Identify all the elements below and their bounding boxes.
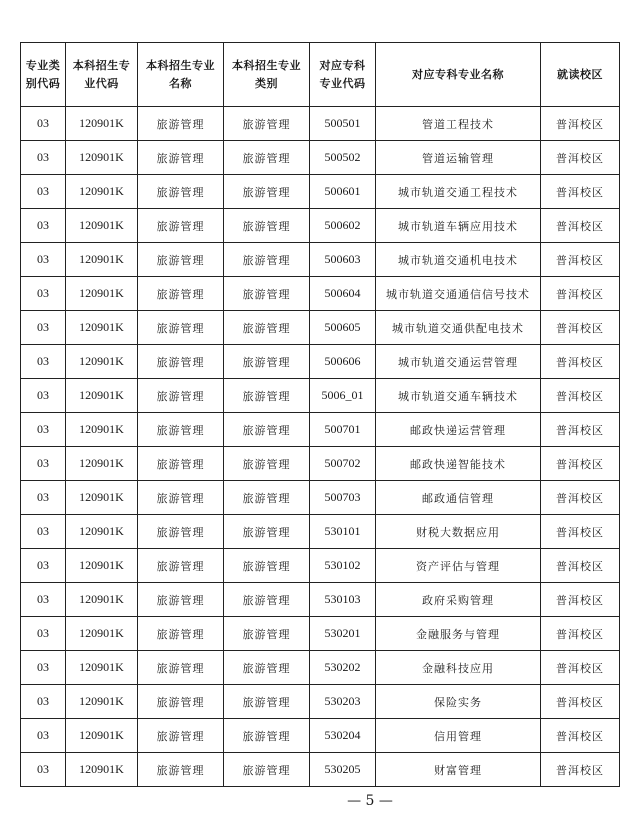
college-code-cell: 530201 <box>310 617 376 651</box>
college-code-cell: 500602 <box>310 209 376 243</box>
undergrad-category-cell: 旅游管理 <box>224 413 310 447</box>
category-code-cell: 03 <box>21 481 66 515</box>
college-name-cell: 城市轨道交通机电技术 <box>376 243 541 277</box>
undergrad-name-cell: 旅游管理 <box>138 209 224 243</box>
campus-cell: 普洱校区 <box>541 243 620 277</box>
category-code-cell: 03 <box>21 175 66 209</box>
campus-cell: 普洱校区 <box>541 141 620 175</box>
undergrad-name-cell: 旅游管理 <box>138 277 224 311</box>
undergrad-category-cell: 旅游管理 <box>224 617 310 651</box>
table-row <box>21 447 620 481</box>
category-code-cell: 03 <box>21 685 66 719</box>
table-row <box>21 685 620 719</box>
table-row <box>21 209 620 243</box>
undergrad-category-cell: 旅游管理 <box>224 753 310 787</box>
undergrad-name-cell: 旅游管理 <box>138 617 224 651</box>
undergrad-code-cell: 120901K <box>66 753 138 787</box>
undergrad-code-cell: 120901K <box>66 481 138 515</box>
campus-cell: 普洱校区 <box>541 481 620 515</box>
undergrad-category-cell: 旅游管理 <box>224 277 310 311</box>
undergrad-name-cell: 旅游管理 <box>138 719 224 753</box>
undergrad-code-cell: 120901K <box>66 651 138 685</box>
category-code-cell: 03 <box>21 617 66 651</box>
undergrad-code-cell: 120901K <box>66 311 138 345</box>
header-undergrad-name: 本科招生专业名称 <box>138 43 224 107</box>
table-row <box>21 311 620 345</box>
undergrad-code-cell: 120901K <box>66 243 138 277</box>
table-header-row <box>21 43 620 107</box>
undergrad-name-cell: 旅游管理 <box>138 481 224 515</box>
college-name-cell: 金融科技应用 <box>376 651 541 685</box>
table-row <box>21 583 620 617</box>
college-name-cell: 城市轨道交通供配电技术 <box>376 311 541 345</box>
category-code-cell: 03 <box>21 311 66 345</box>
college-code-cell: 500603 <box>310 243 376 277</box>
undergrad-category-cell: 旅游管理 <box>224 379 310 413</box>
college-name-cell: 邮政通信管理 <box>376 481 541 515</box>
undergrad-category-cell: 旅游管理 <box>224 345 310 379</box>
undergrad-category-cell: 旅游管理 <box>224 311 310 345</box>
college-code-cell: 530205 <box>310 753 376 787</box>
undergrad-category-cell: 旅游管理 <box>224 651 310 685</box>
college-name-cell: 城市轨道交通通信信号技术 <box>376 277 541 311</box>
college-name-cell: 邮政快递运营管理 <box>376 413 541 447</box>
college-name-cell: 管道运输管理 <box>376 141 541 175</box>
campus-cell: 普洱校区 <box>541 345 620 379</box>
college-name-cell: 财税大数据应用 <box>376 515 541 549</box>
college-code-cell: 530202 <box>310 651 376 685</box>
table-row <box>21 345 620 379</box>
undergrad-category-cell: 旅游管理 <box>224 481 310 515</box>
table-row <box>21 175 620 209</box>
college-code-cell: 500502 <box>310 141 376 175</box>
campus-cell: 普洱校区 <box>541 719 620 753</box>
undergrad-category-cell: 旅游管理 <box>224 549 310 583</box>
campus-cell: 普洱校区 <box>541 685 620 719</box>
table-row <box>21 651 620 685</box>
college-code-cell: 500702 <box>310 447 376 481</box>
table-row <box>21 549 620 583</box>
undergrad-category-cell: 旅游管理 <box>224 515 310 549</box>
campus-cell: 普洱校区 <box>541 447 620 481</box>
undergrad-name-cell: 旅游管理 <box>138 243 224 277</box>
college-code-cell: 500601 <box>310 175 376 209</box>
campus-cell: 普洱校区 <box>541 515 620 549</box>
category-code-cell: 03 <box>21 719 66 753</box>
undergrad-name-cell: 旅游管理 <box>138 753 224 787</box>
header-college-name: 对应专科专业名称 <box>376 43 541 107</box>
campus-cell: 普洱校区 <box>541 651 620 685</box>
college-name-cell: 城市轨道交通车辆技术 <box>376 379 541 413</box>
undergrad-code-cell: 120901K <box>66 617 138 651</box>
college-code-cell: 500501 <box>310 107 376 141</box>
table-row <box>21 617 620 651</box>
category-code-cell: 03 <box>21 345 66 379</box>
table-body <box>21 107 620 787</box>
undergrad-code-cell: 120901K <box>66 719 138 753</box>
undergrad-name-cell: 旅游管理 <box>138 345 224 379</box>
table-row <box>21 277 620 311</box>
college-code-cell: 500605 <box>310 311 376 345</box>
category-code-cell: 03 <box>21 447 66 481</box>
table-row <box>21 481 620 515</box>
header-campus: 就读校区 <box>541 43 620 107</box>
campus-cell: 普洱校区 <box>541 583 620 617</box>
undergrad-code-cell: 120901K <box>66 413 138 447</box>
undergrad-name-cell: 旅游管理 <box>138 651 224 685</box>
undergrad-category-cell: 旅游管理 <box>224 719 310 753</box>
table-row <box>21 753 620 787</box>
category-code-cell: 03 <box>21 549 66 583</box>
category-code-cell: 03 <box>21 107 66 141</box>
undergrad-category-cell: 旅游管理 <box>224 583 310 617</box>
undergrad-name-cell: 旅游管理 <box>138 175 224 209</box>
undergrad-name-cell: 旅游管理 <box>138 379 224 413</box>
undergrad-name-cell: 旅游管理 <box>138 583 224 617</box>
undergrad-name-cell: 旅游管理 <box>138 311 224 345</box>
campus-cell: 普洱校区 <box>541 549 620 583</box>
campus-cell: 普洱校区 <box>541 209 620 243</box>
undergrad-code-cell: 120901K <box>66 379 138 413</box>
college-name-cell: 财富管理 <box>376 753 541 787</box>
college-code-cell: 5006_01 <box>310 379 376 413</box>
undergrad-code-cell: 120901K <box>66 447 138 481</box>
college-code-cell: 500701 <box>310 413 376 447</box>
category-code-cell: 03 <box>21 209 66 243</box>
undergrad-code-cell: 120901K <box>66 175 138 209</box>
undergrad-code-cell: 120901K <box>66 583 138 617</box>
header-undergrad-category: 本科招生专业类别 <box>224 43 310 107</box>
college-name-cell: 资产评估与管理 <box>376 549 541 583</box>
table-row <box>21 141 620 175</box>
major-table <box>20 42 620 787</box>
table-row <box>21 413 620 447</box>
category-code-cell: 03 <box>21 651 66 685</box>
undergrad-name-cell: 旅游管理 <box>138 141 224 175</box>
campus-cell: 普洱校区 <box>541 311 620 345</box>
campus-cell: 普洱校区 <box>541 175 620 209</box>
college-name-cell: 保险实务 <box>376 685 541 719</box>
table-row <box>21 243 620 277</box>
undergrad-category-cell: 旅游管理 <box>224 447 310 481</box>
undergrad-name-cell: 旅游管理 <box>138 549 224 583</box>
undergrad-name-cell: 旅游管理 <box>138 413 224 447</box>
college-code-cell: 500604 <box>310 277 376 311</box>
header-college-code: 对应专科专业代码 <box>310 43 376 107</box>
table-row <box>21 379 620 413</box>
campus-cell: 普洱校区 <box>541 107 620 141</box>
undergrad-name-cell: 旅游管理 <box>138 107 224 141</box>
undergrad-code-cell: 120901K <box>66 141 138 175</box>
undergrad-code-cell: 120901K <box>66 515 138 549</box>
college-code-cell: 530204 <box>310 719 376 753</box>
undergrad-code-cell: 120901K <box>66 277 138 311</box>
category-code-cell: 03 <box>21 583 66 617</box>
category-code-cell: 03 <box>21 515 66 549</box>
undergrad-code-cell: 120901K <box>66 107 138 141</box>
undergrad-category-cell: 旅游管理 <box>224 209 310 243</box>
college-name-cell: 邮政快递智能技术 <box>376 447 541 481</box>
college-code-cell: 500606 <box>310 345 376 379</box>
undergrad-category-cell: 旅游管理 <box>224 175 310 209</box>
college-code-cell: 530101 <box>310 515 376 549</box>
campus-cell: 普洱校区 <box>541 413 620 447</box>
table-row <box>21 107 620 141</box>
table-row <box>21 515 620 549</box>
category-code-cell: 03 <box>21 141 66 175</box>
undergrad-category-cell: 旅游管理 <box>224 243 310 277</box>
campus-cell: 普洱校区 <box>541 277 620 311</box>
table-row <box>21 719 620 753</box>
category-code-cell: 03 <box>21 243 66 277</box>
college-code-cell: 530102 <box>310 549 376 583</box>
undergrad-category-cell: 旅游管理 <box>224 685 310 719</box>
undergrad-name-cell: 旅游管理 <box>138 685 224 719</box>
college-name-cell: 城市轨道交通运营管理 <box>376 345 541 379</box>
undergrad-name-cell: 旅游管理 <box>138 447 224 481</box>
header-undergrad-code: 本科招生专业代码 <box>66 43 138 107</box>
undergrad-category-cell: 旅游管理 <box>224 141 310 175</box>
undergrad-name-cell: 旅游管理 <box>138 515 224 549</box>
undergrad-category-cell: 旅游管理 <box>224 107 310 141</box>
undergrad-code-cell: 120901K <box>66 549 138 583</box>
undergrad-code-cell: 120901K <box>66 685 138 719</box>
header-category-code: 专业类别代码 <box>21 43 66 107</box>
college-code-cell: 500703 <box>310 481 376 515</box>
college-code-cell: 530203 <box>310 685 376 719</box>
page-number: — 5 — <box>347 793 393 809</box>
undergrad-code-cell: 120901K <box>66 209 138 243</box>
undergrad-code-cell: 120901K <box>66 345 138 379</box>
category-code-cell: 03 <box>21 753 66 787</box>
college-code-cell: 530103 <box>310 583 376 617</box>
college-name-cell: 金融服务与管理 <box>376 617 541 651</box>
college-name-cell: 管道工程技术 <box>376 107 541 141</box>
college-name-cell: 信用管理 <box>376 719 541 753</box>
college-name-cell: 政府采购管理 <box>376 583 541 617</box>
category-code-cell: 03 <box>21 413 66 447</box>
category-code-cell: 03 <box>21 277 66 311</box>
college-name-cell: 城市轨道交通工程技术 <box>376 175 541 209</box>
campus-cell: 普洱校区 <box>541 617 620 651</box>
campus-cell: 普洱校区 <box>541 753 620 787</box>
campus-cell: 普洱校区 <box>541 379 620 413</box>
college-name-cell: 城市轨道车辆应用技术 <box>376 209 541 243</box>
category-code-cell: 03 <box>21 379 66 413</box>
